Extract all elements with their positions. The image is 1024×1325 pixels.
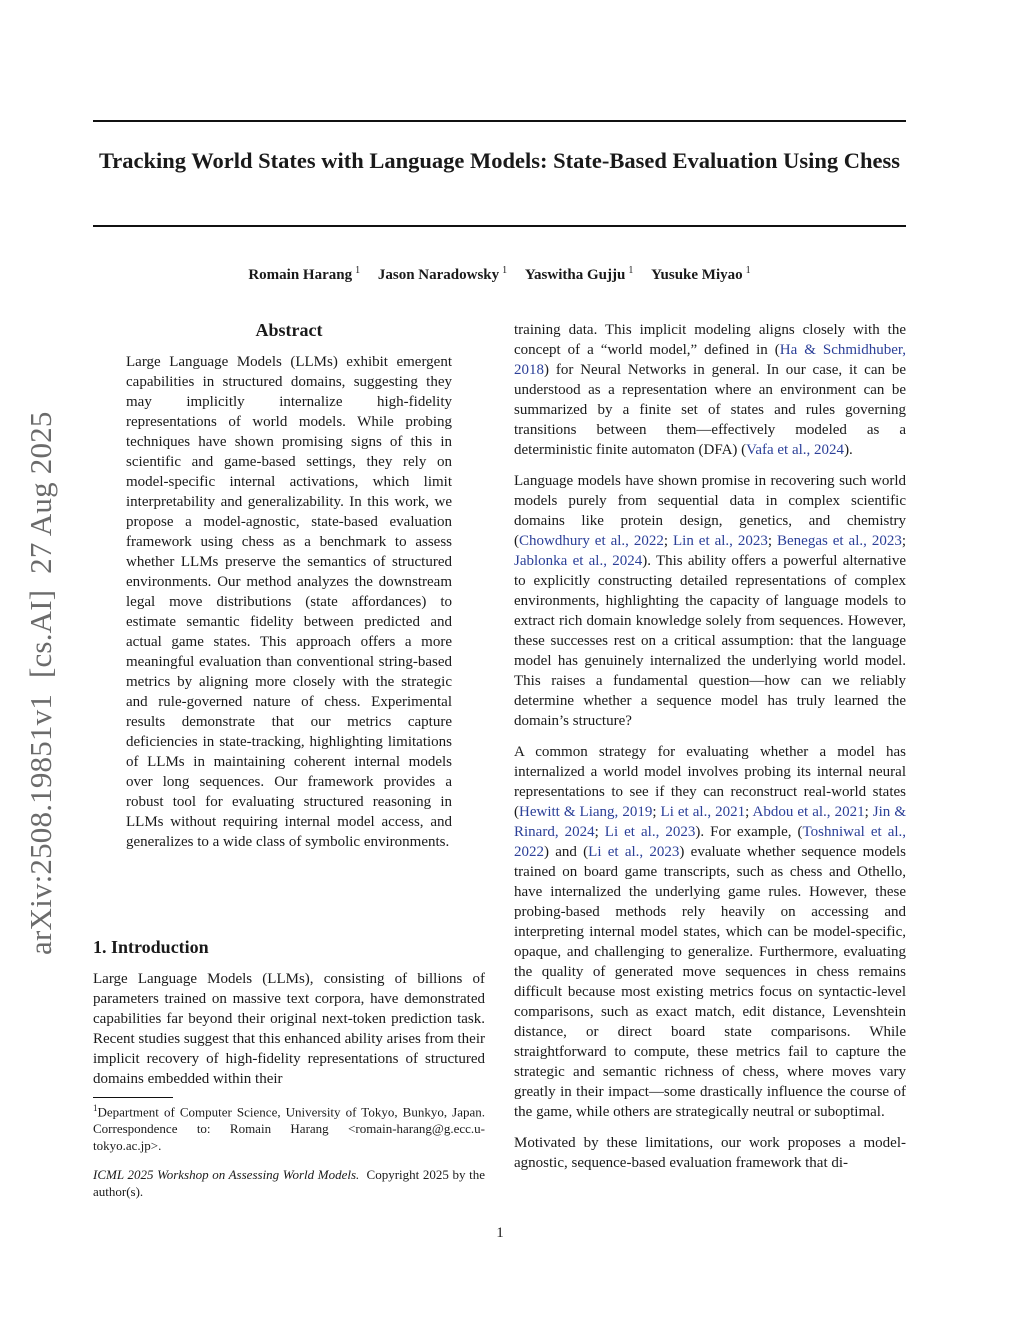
abstract-body: Large Language Models (LLMs) exhibit emergent capabilities in structured domains, suggesting they may implicitly internalize high-fidelity representations of world models. While probing techniques have shown promising signs of this in scientific and game-based settings, they rely on model-specific internal activations, which limit interpretability and generalizability. In this work, we propose a model-agnostic, state-based evaluation framework using chess as a benchmark to assess whether LLMs preserve the semantics of structured environments. Our method analyzes the downstream legal move distributions (state affordances) to estimate semantic fidelity between predicted and actual game states. This approach offers a more meaningful evaluation than conventional string-based metrics by aligning more closely with the strategic and rule-governed nature of chess. Experimental results demonstrate that our metrics capture deficiencies in state-tracking, highlighting limitations of LLMs in maintaining coherent internal models over long sequences. Our framework provides a robust tool for evaluating structured reasoning in LLMs without requiring internal model access, and generalizes to a wide class of symbolic environments.: [126, 354, 452, 850]
section-heading-introduction: 1. Introduction: [93, 937, 209, 957]
body-paragraph: Motivated by these limitations, our work proposes a model-agnostic, sequence-based evaluation framework that di-: [514, 1135, 906, 1171]
citation-link[interactable]: Jablonka et al., 2024: [514, 553, 643, 569]
page-number: 1: [496, 1225, 504, 1241]
title-top-rule: [93, 120, 906, 122]
citation-link[interactable]: Toshniwal et al., 2022: [514, 824, 907, 860]
citation-link[interactable]: Benegas et al., 2023: [777, 533, 902, 549]
affiliation-footnote: $^1$Department of Computer Science, University of Tokyo, Bunkyo, Japan. Correspondence to: Romain Harang <romain-harang@g.ecc.u-tokyo.ac.jp>.: [93, 1103, 485, 1154]
citation-link[interactable]: Lin et al., 2023: [673, 533, 768, 549]
author: Yaswitha Gujju $^1$: [524, 265, 634, 283]
intro-paragraph: Large Language Models (LLMs), consisting of billions of parameters trained on massive text corpora, have demonstrated capabilities far beyond their original next-token prediction task. Recent studies suggest that this enhanced ability arises from their implicit recovery of high-fidelity representations of structured domains embedded within their: [93, 971, 485, 1087]
arxiv-identifier: arXiv:2508.19851v1 [cs.AI] 27 Aug 2025: [23, 411, 58, 955]
citation-link[interactable]: Li et al., 2023: [604, 824, 696, 840]
footnote-rule: [93, 1097, 173, 1098]
paper-title: Tracking World States with Language Models: State-Based Evaluation Using Chess: [98, 148, 901, 173]
citation-link[interactable]: Li et al., 2021: [660, 804, 746, 820]
citation-link[interactable]: Chowdhury et al., 2022: [519, 533, 664, 549]
author-list: [93, 261, 906, 285]
title-bottom-rule: [93, 225, 906, 227]
citation-link[interactable]: Jin & Rinard, 2024: [514, 804, 906, 840]
body-paragraph: training data. This implicit modeling aligns closely with the concept of a “world model,” defined in (Ha & Schmidhuber, 2018) for Neural Networks in general. In our case, it can be understood as a representation where an environment can be summarized by a finite set of states and rules governing transitions between them—effectively modeled as a deterministic finite automaton (DFA) (Vafa et al., 2024).: [514, 322, 906, 458]
body-paragraph: A common strategy for evaluating whether a model has internalized a world model involves probing its internal neural representations to see if they can reconstruct real-world states (Hewitt & Liang, 2019; Li et al., 2021; Abdou et al., 2021; Jin & Rinard, 2024; Li et al., 2023). For example, (Toshniwal et al., 2022) and (Li et al., 2023) evaluate whether sequence models trained on board game transcripts, such as chess and Othello, have internalized the underlying game rules. However, these probing-based methods rely heavily on accessing and interpreting internal model states, which can be model-specific, opaque, and challenging to generalize. Furthermore, evaluating the quality of generated move sequences in chess remains difficult because most existing metrics focus on syntactic-level comparisons, such as exact match, edit distance, Levenshtein distance, or direct board state comparisons. While straightforward to compute, these metrics fail to capture the strategic and semantic richness of chess, where moves vary greatly in their impact—some drastically influence the course of the game, while others are strategically neutral or suboptimal.: [514, 744, 907, 1120]
right-column: [514, 320, 906, 1184]
body-paragraph: Language models have shown promise in recovering such world models purely from sequential data in complex scientific domains like protein design, genetics, and chemistry (Chowdhury et al., 2022; Lin et al., 2023; Benegas et al., 2023; Jablonka et al., 2024). This ability offers a powerful alternative to explicitly constructing detailed representations of complex environments, highlighting the capacity of language models to extract rich domain knowledge solely from sequences. However, these successes rest on a critical assumption: that the language model has genuinely internalized the underlying world model. This raises a fundamental question—how can we reliably determine whether a sequence model has truly learned the domain’s structure?: [514, 473, 907, 729]
citation-link[interactable]: Vafa et al., 2024: [746, 442, 845, 458]
citation-link[interactable]: Li et al., 2023: [588, 844, 680, 860]
venue-note: ICML 2025 Workshop on Assessing World Models. Copyright 2025 by the author(s).: [93, 1167, 486, 1199]
author: Romain Harang $^1$: [248, 265, 361, 283]
citation-link[interactable]: Ha & Schmidhuber, 2018: [514, 342, 906, 378]
author: Jason Naradowsky $^1$: [377, 265, 508, 283]
abstract-heading: Abstract: [255, 320, 323, 340]
citation-link[interactable]: Abdou et al., 2021: [752, 804, 865, 820]
citation-link[interactable]: Hewitt & Liang, 2019: [519, 804, 653, 820]
author: Yusuke Miyao $^1$: [651, 265, 751, 283]
